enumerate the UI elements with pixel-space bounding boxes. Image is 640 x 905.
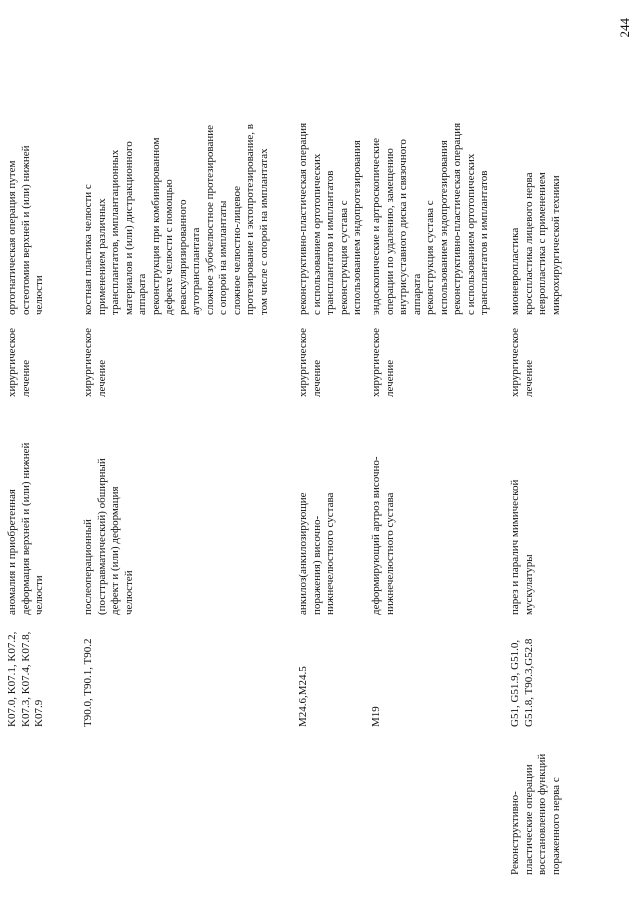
cell-text-line: челюсти (33, 275, 45, 315)
cell-text-line: том числе с опорой на имплантатах (257, 148, 270, 315)
treatment-type-cell (297, 325, 324, 397)
cell-text-line: использованием эндопротезирования (437, 140, 450, 315)
cell-text-line: (посттравматический) обширный (95, 458, 108, 615)
diagnosis-cell (82, 405, 136, 615)
cell-text-line: лечение (383, 359, 396, 397)
cell-text-line: Реконструктивно- (509, 791, 521, 875)
treatment-type-cell (6, 325, 33, 397)
cell-text-line: кросспластика лицевого нерва (522, 172, 535, 315)
cell-text-line: послеоперационный (82, 519, 94, 615)
cell-text-line: реконструкция при комбинированном (149, 137, 162, 315)
icd-code-cell (509, 622, 536, 727)
cell-text-line: аутотрансплантата (190, 227, 202, 315)
cell-text-line: реваскуляризированного (176, 199, 189, 315)
cell-text-line: G51.8, T90.3,G52.8 (522, 638, 535, 727)
icd-code-cell (370, 622, 384, 727)
cell-text-line: невропластика с применением (536, 172, 548, 315)
cell-text-line: хирургическое (6, 327, 18, 397)
treatment-method-cell (370, 10, 492, 315)
cell-text-line: трансплантатов, имплантационных (109, 149, 121, 315)
icd-code-cell (6, 622, 47, 727)
cell-text-line: деформирующий артроз височно- (370, 456, 382, 615)
page-number: 244 (617, 18, 632, 38)
treatment-method-cell (509, 10, 563, 315)
cell-text-line: парез и паралич мимической (509, 479, 521, 615)
cell-text-line: реконструктивно-пластическая операция (297, 122, 309, 315)
cell-text-line: протезирование и эктопротезирование, в (244, 124, 256, 315)
cell-text-line: мускулатуры (522, 554, 535, 615)
cell-text-line: трансплантатов и имплантатов (324, 170, 336, 315)
treatment-method-cell (297, 10, 365, 315)
cell-text-line: хирургическое (82, 327, 94, 397)
treatment-type-cell (82, 325, 109, 397)
cell-text-line: дефект и (или) деформация (109, 486, 121, 615)
cell-text-line: с опорой на имплантаты (217, 200, 229, 315)
cell-text-line: лечение (522, 359, 535, 397)
cell-text-line: реконструкция сустава с (424, 200, 436, 315)
cell-text-line: пораженного нерва с (549, 777, 562, 875)
cell-text-line: пластические операции (522, 764, 535, 875)
cell-text-line: лечение (19, 359, 32, 397)
cell-text-line: поражения) височно- (310, 515, 323, 615)
cell-text-line: аппарата (410, 273, 423, 315)
treatment-method-cell (82, 10, 271, 315)
cell-text-line: костная пластика челюсти с (82, 184, 94, 315)
cell-text-line: лечение (310, 359, 323, 397)
cell-text-line: K07.0, K07.1, K07.2, (6, 631, 18, 727)
cell-text-line: хирургическое (297, 327, 309, 397)
cell-text-line: M24.6,M24.5 (297, 666, 309, 727)
cell-text-line: нижнечелюстного сустава (324, 492, 336, 615)
cell-text-line: K07.3, K07.4, K07.8, (19, 631, 32, 727)
cell-text-line: G51, G51.9, G51.0, (509, 639, 521, 727)
diagnosis-cell (370, 405, 397, 615)
treatment-type-cell (370, 325, 397, 397)
cell-text-line: хирургическое (370, 327, 382, 397)
cell-text-line: дефекте челюсти с помощью (163, 179, 175, 315)
cell-text-line: внутрисуставного диска и связочного (397, 139, 409, 315)
cell-text-line: с использованием ортотопических (310, 153, 323, 315)
icd-code-cell (82, 622, 96, 727)
cell-text-line: мионевропластика (509, 227, 521, 315)
cell-text-line: остеотомии верхней и (или) нижней (19, 145, 32, 315)
treatment-type-cell (509, 325, 536, 397)
diagnosis-cell (297, 405, 338, 615)
cell-text-line: материалов и (или) дистракционного (122, 141, 135, 315)
cell-text-line: K07.9 (33, 699, 45, 727)
cell-text-line: эндоскопические и артроскопические (370, 137, 382, 315)
icd-code-cell (297, 622, 311, 727)
cell-text-line: лечение (95, 359, 108, 397)
cell-text-line: восстановлению функций (536, 753, 548, 875)
cell-text-line: сложное челюстно-лицевое (230, 186, 243, 315)
cell-text-line: T90.0, T90.1, T90.2 (82, 638, 94, 727)
cell-text-line: микрохирургической техники (549, 175, 562, 315)
diagnosis-cell (6, 405, 47, 615)
cell-text-line: использованием эндопротезирования (351, 140, 363, 315)
cell-text-line: M19 (370, 706, 382, 727)
cell-text-line: применением различных (95, 198, 108, 315)
cell-text-line: аппарата (136, 273, 148, 315)
cell-text-line: реконструкция сустава с (337, 200, 350, 315)
diagnosis-cell (509, 405, 536, 615)
cell-text-line: реконструктивно-пластическая операция (451, 122, 463, 315)
cell-text-line: хирургическое (509, 327, 521, 397)
cell-text-line: трансплантатов и имплантатов (478, 170, 490, 315)
cell-text-line: операции по удалению, замещению (383, 148, 396, 315)
cell-text-line: анкилоз(анкилозирующие (297, 492, 309, 615)
cell-text-line: ортогнатическая операция путем (6, 160, 18, 315)
cell-text-line: деформация верхней и (или) нижней (19, 442, 32, 615)
cell-text-line: челюсти (33, 575, 45, 615)
cell-text-line: нижнечелюстного сустава (383, 492, 396, 615)
cell-text-line: с использованием ортотопических (464, 153, 477, 315)
procedure-name-cell (509, 735, 563, 875)
cell-text-line: аномалия и приобретенная (6, 489, 18, 615)
treatment-method-cell (6, 10, 47, 315)
cell-text-line: челюстей (122, 570, 135, 615)
cell-text-line: сложное зубочелюстное протезирование (203, 125, 216, 315)
